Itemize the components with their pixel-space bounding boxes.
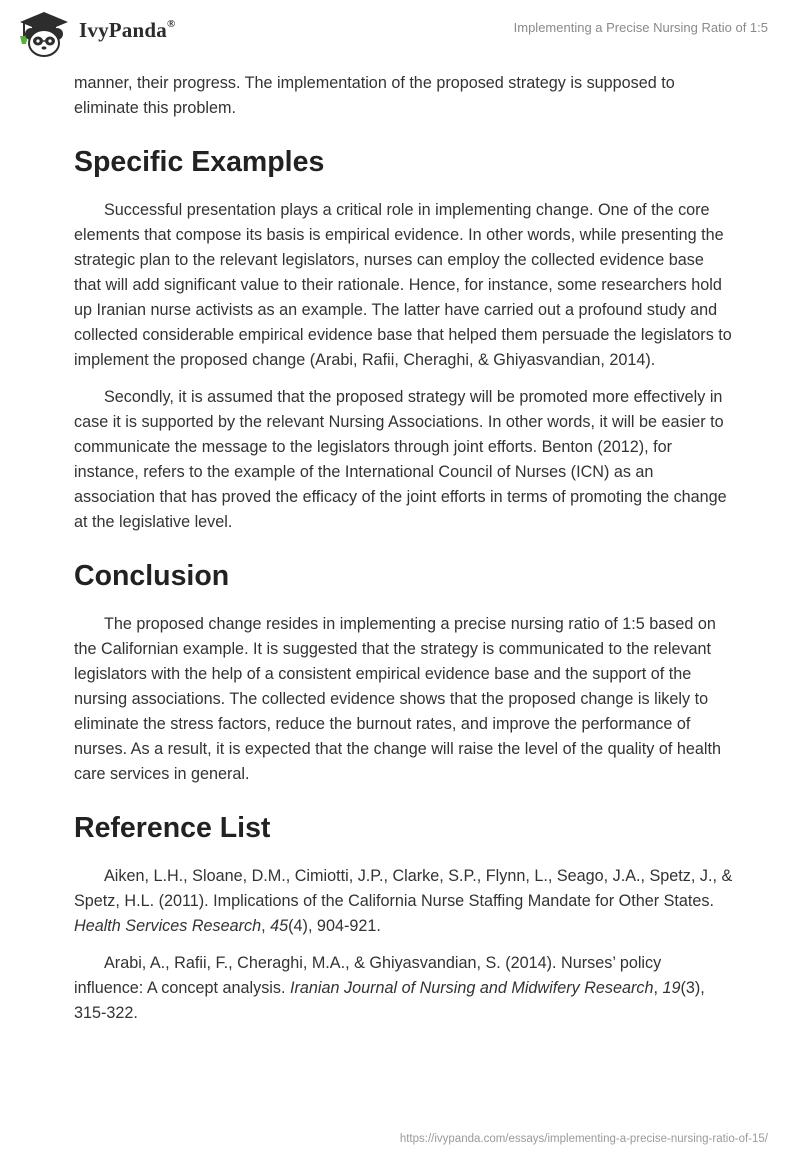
page-header (0, 0, 800, 72)
paragraph: The proposed change resides in implementing a precise nursing ratio of 1:5 based on the Californian example. It is suggested that the strategy is communicated to the relevant legislators with the help of a consistent empirical evidence base and the support of the nursing associations. The collected evidence shows that the proposed change is likely to eliminate the stress factors, reduce the burnout rates, and improve the performance of nurses. As a result, it is expected that the change will raise the level of the quality of health care services in general. (74, 615, 721, 783)
reference-item (74, 864, 734, 939)
reference-pages: (4), 904-921. (288, 917, 381, 935)
document-title: Implementing a Precise Nursing Ratio of 1:5 (513, 20, 768, 35)
reference-journal: Health Services Research (74, 917, 262, 935)
paragraph: Successful presentation plays a critical role in implementing change. One of the core elements that compose its basis is empirical evidence. In other words, while presenting the strategic plan to the relevant legislators, nurses can employ the collected evidence base that will add significant value to their rationale. Hence, for instance, some researchers hold up Iranian nurse activists as an example. The latter have carried out a profound study and collected considerable empirical evidence base that helped them persuade the legislators to implement the proposed change (Arabi, Rafii, Cheraghi, & Ghiyasvandian, 2014). (74, 201, 732, 369)
essay-body (74, 71, 734, 1038)
paragraph: Secondly, it is assumed that the proposed strategy will be promoted more effectively in case it is supported by the relevant Nursing Associations. In other words, it will be easier to communicate the message to the legislators through joint efforts. Benton (2012), for instance, refers to the example of the International Council of Nurses (ICN) as an association that has proved the efficacy of the joint efforts in terms of promoting the change at the legislative level. (74, 388, 727, 531)
reference-journal: Iranian Journal of Nursing and Midwifery Research (289, 979, 654, 997)
reference-volume: 45 (270, 917, 289, 935)
brand-name[interactable]: IvyPanda® (79, 18, 176, 42)
reference-separator: , (261, 917, 271, 935)
intro-paragraph: manner, their progress. The implementation of the proposed strategy is supposed to eliminate this problem. (74, 74, 675, 117)
panda-graduation-cap-icon[interactable] (14, 8, 78, 58)
reference-volume: 19 (662, 979, 681, 997)
section-heading-specific-examples: Specific Examples (74, 146, 325, 178)
reference-text: Aiken, L.H., Sloane, D.M., Cimiotti, J.P., Clarke, S.P., Flynn, L., Seago, J.A., Spetz, J., & Spetz, H.L. (2011). Implications of the California Nurse Staffing Mandate for Other States. (74, 867, 733, 910)
section-heading-conclusion: Conclusion (74, 560, 230, 592)
reference-pages: (3), 315-322. (74, 979, 705, 1022)
reference-separator: , (653, 979, 663, 997)
source-url[interactable]: https://ivypanda.com/essays/implementing-a-precise-nursing-ratio-of-15/ (399, 1133, 768, 1145)
reference-text: Arabi, A., Rafii, F., Cheraghi, M.A., & Ghiyasvandian, S. (2014). Nurses’ policy influence: A concept analysis. (74, 954, 662, 997)
reference-item (74, 951, 734, 1026)
section-heading-reference-list: Reference List (74, 812, 271, 844)
